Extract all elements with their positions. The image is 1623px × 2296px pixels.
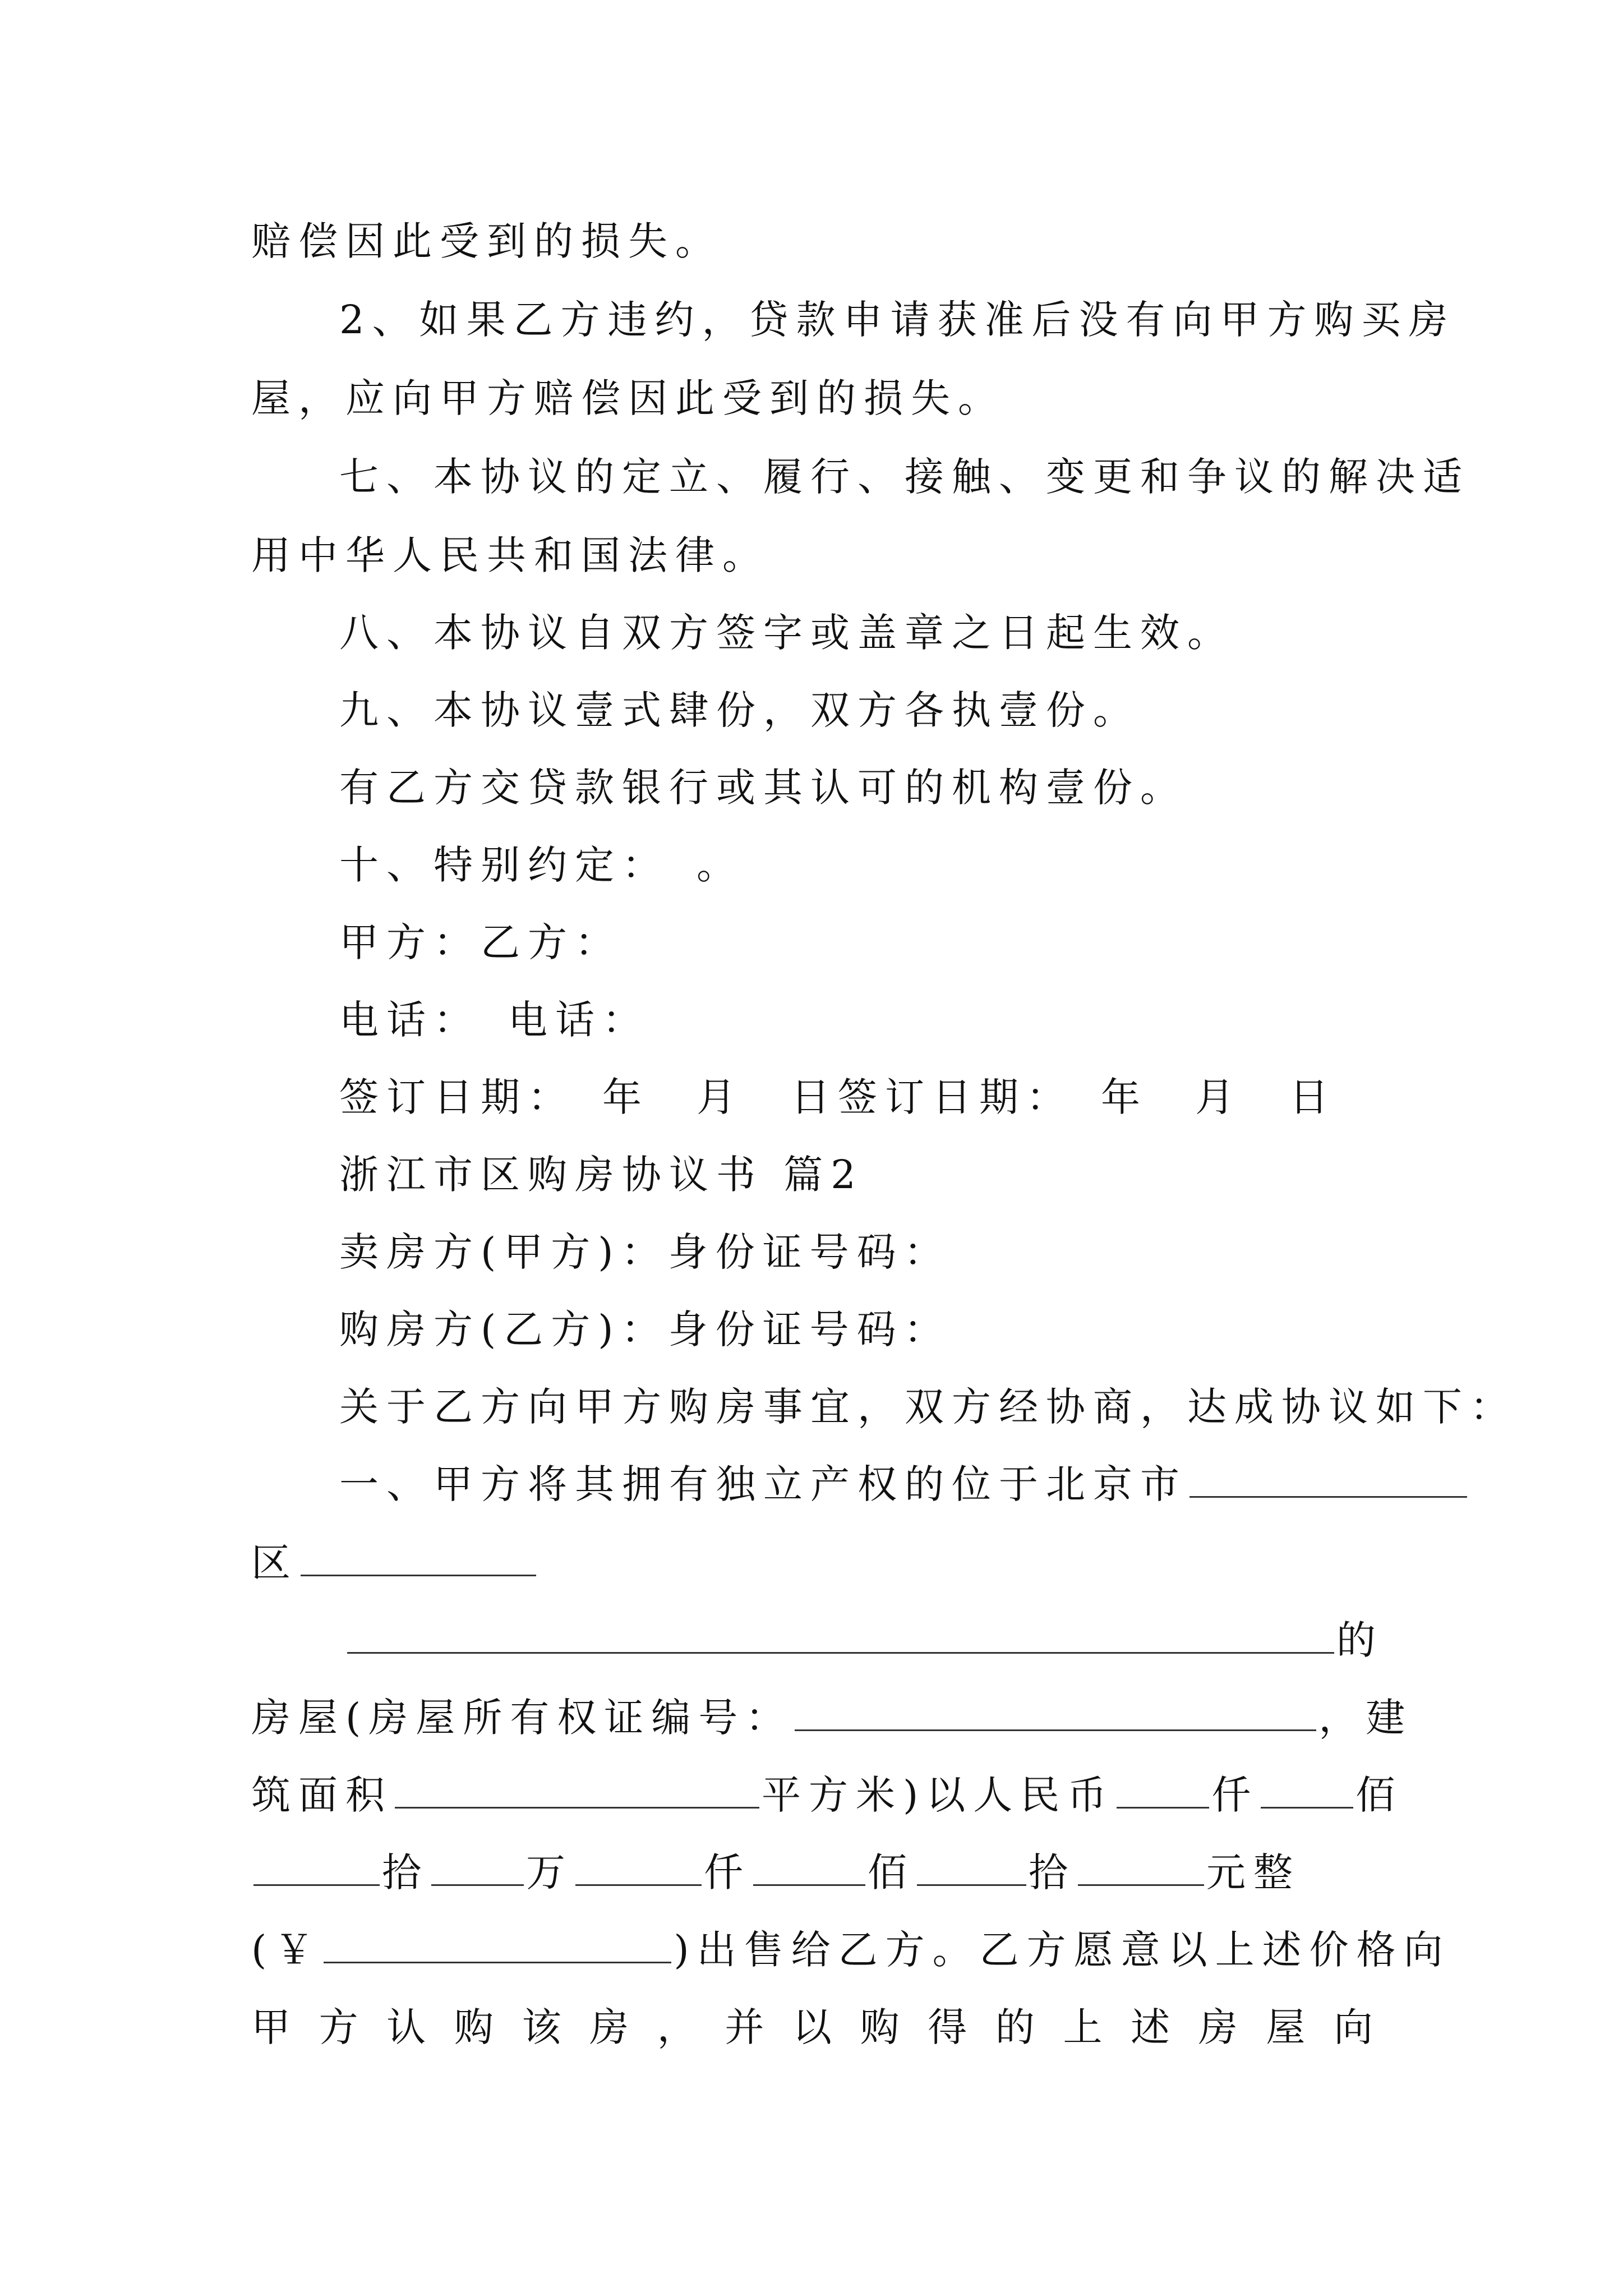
clause-line <box>251 1925 1451 1975</box>
text-line: 九、本协议壹式肆份，双方各执壹份。 <box>339 687 1140 733</box>
text-line: 签订日期： 年 月 日签订日期： 年 月 日 <box>339 1074 1336 1120</box>
house-suffix: ，建 <box>1318 1695 1413 1741</box>
clause-last-line <box>251 2002 1373 2053</box>
char: 向 <box>1334 2004 1373 2050</box>
area-prefix: 筑面积 <box>251 1772 393 1818</box>
clause-line <box>251 1692 1413 1743</box>
char: 房 <box>589 2004 629 2050</box>
blank-field <box>1117 1772 1209 1809</box>
shi-label: 拾 <box>382 1849 429 1895</box>
clause-prefix: 一、甲方将其拥有独立产权的位于北京市 <box>339 1461 1187 1507</box>
yuan-label: 元整 <box>1206 1849 1301 1895</box>
blank-field <box>301 1540 536 1576</box>
char: 认 <box>386 2004 426 2050</box>
section-heading: 浙江市区购房协议书 篇2 <box>339 1152 864 1198</box>
text-line: 卖房方(甲方)：身份证号码： <box>339 1229 951 1275</box>
char: 的 <box>995 2004 1035 2050</box>
clause-line <box>251 1847 1301 1898</box>
qian-label: 仟 <box>1211 1772 1259 1818</box>
char: 并 <box>725 2004 764 2050</box>
text-line: 关于乙方向甲方购房事宜，双方经协商，达成协议如下： <box>339 1384 1517 1430</box>
char: 上 <box>1063 2004 1103 2050</box>
yen-open: (￥ <box>251 1927 322 1973</box>
district-label: 区 <box>251 1540 298 1586</box>
qian2-label: 仟 <box>704 1849 751 1895</box>
blank-field <box>1078 1849 1204 1886</box>
char: 得 <box>928 2004 967 2050</box>
clause-line <box>251 1538 538 1588</box>
shi2-label: 拾 <box>1029 1849 1076 1895</box>
blank-field <box>253 1849 380 1886</box>
char: 购 <box>860 2004 900 2050</box>
blank-field <box>575 1849 702 1886</box>
text-line: 七、本协议的定立、履行、接触、变更和争议的解决适 <box>339 454 1470 500</box>
text-line: 购房方(乙方)：身份证号码： <box>339 1306 951 1352</box>
bai-label: 佰 <box>1355 1772 1403 1818</box>
clause-line <box>339 1459 1469 1510</box>
house-prefix: 房屋(房屋所有权证编号： <box>251 1695 793 1741</box>
text-line: 十、特别约定： 。 <box>339 842 744 888</box>
blank-field <box>1261 1772 1353 1809</box>
text-line: 有乙方交贷款银行或其认可的机构壹份。 <box>339 765 1187 811</box>
blank-field <box>795 1695 1316 1731</box>
blank-field <box>324 1927 671 1963</box>
wan-label: 万 <box>526 1849 573 1895</box>
text-line: 电话： 电话： <box>339 997 649 1043</box>
bai2-label: 佰 <box>868 1849 915 1895</box>
text-line: 八、本协议自双方签字或盖章之日起生效。 <box>339 610 1234 656</box>
text-line: 甲方：乙方： <box>339 919 622 965</box>
area-suffix: 平方米)以人民币 <box>762 1772 1115 1818</box>
blank-field <box>347 1617 1334 1654</box>
char: 甲 <box>251 2004 291 2050</box>
blank-field <box>431 1849 524 1886</box>
char: 方 <box>319 2004 358 2050</box>
char: 述 <box>1131 2004 1170 2050</box>
text-line: 屋，应向甲方赔偿因此受到的损失。 <box>251 375 1005 421</box>
char: 该 <box>522 2004 561 2050</box>
blank-field <box>395 1772 759 1809</box>
of-label: 的 <box>1336 1617 1384 1663</box>
char: 房 <box>1198 2004 1238 2050</box>
text-line: 用中华人民共和国法律。 <box>251 532 769 578</box>
clause-line <box>251 1770 1403 1820</box>
sell-text: )出售给乙方。乙方愿意以上述价格向 <box>674 1927 1451 1973</box>
blank-field <box>1189 1461 1467 1498</box>
char: 以 <box>792 2004 832 2050</box>
text-line: 2、如果乙方违约，贷款申请获准后没有向甲方购买房 <box>339 297 1456 343</box>
text-line: 赔偿因此受到的损失。 <box>251 218 722 264</box>
char: ， <box>657 2004 697 2050</box>
blank-field <box>917 1849 1026 1886</box>
char: 购 <box>454 2004 494 2050</box>
clause-line <box>345 1615 1384 1665</box>
blank-field <box>753 1849 865 1886</box>
char: 屋 <box>1266 2004 1306 2050</box>
